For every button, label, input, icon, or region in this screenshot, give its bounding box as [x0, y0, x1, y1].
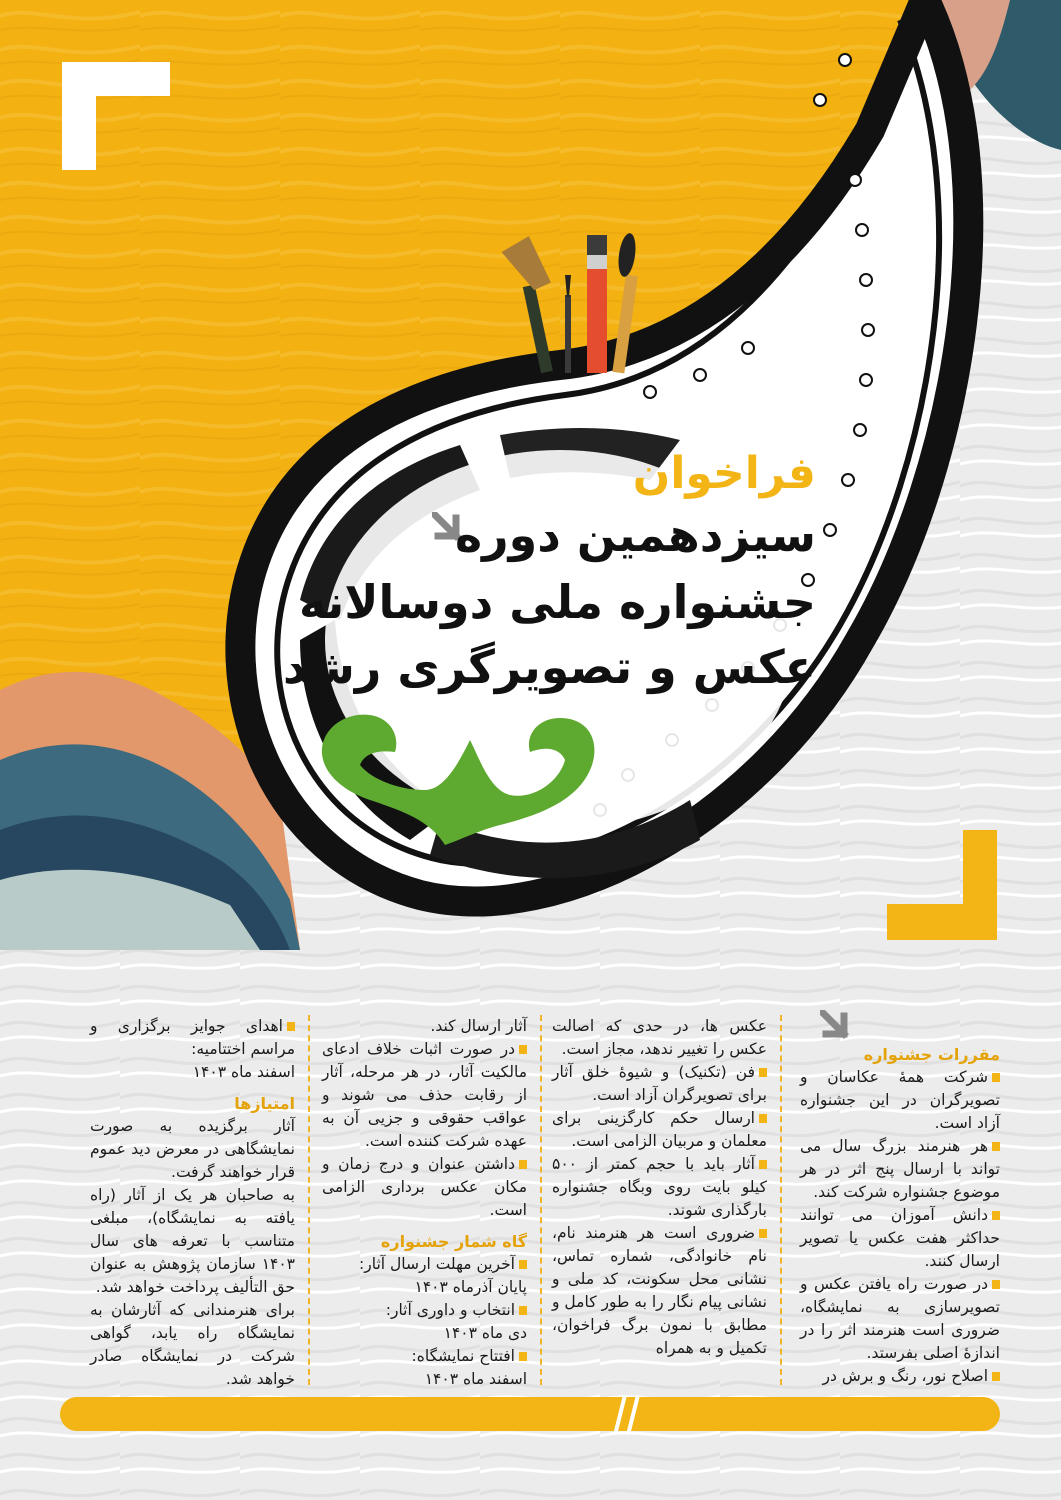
bullet-item: افتتاح نمایشگاه:: [322, 1345, 527, 1368]
paragraph: عکس ها، در حدی که اصالت عکس را تغییر ندهد، مجاز است.: [552, 1017, 767, 1058]
paragraph: برای هنرمندانی که آثارشان به نمایشگاه راه یابد، گواهی شرکت در نمایشگاه صادر خواهد شد.: [90, 1301, 295, 1388]
headline-line-2: جشنواره ملی دوسالانه: [299, 575, 816, 629]
bottom-bar: [60, 1395, 1000, 1435]
paragraph: اسفند ماه ۱۴۰۳: [424, 1370, 527, 1388]
paragraph: به صاحبان هر یک از آثار (راه یافته به نمایشگاه)، مبلغی متناسب با تعرفه های سال ۱۴۰۳ سازمان پژوهش به عنوان حق التألیف پرداخت خواهد شد.: [90, 1186, 295, 1296]
column-divider: [780, 1015, 782, 1385]
column-4: [90, 1015, 295, 1391]
headline-line-1: سیزدهمین دوره: [455, 508, 816, 562]
bullet-item: ضروری است هر هنرمند نام، نام خانوادگی، شماره تماس، نشانی محل سکونت، کد ملی و نشانی پیام نگار را به طور کامل و مطابق با نمون برگ فراخوان، تکمیل و به همراه: [552, 1222, 767, 1360]
column-3: [322, 1015, 527, 1391]
column-2: [552, 1015, 767, 1360]
paragraph: پایان آذرماه ۱۴۰۳: [414, 1278, 527, 1296]
shutter-icon: [225, 0, 985, 960]
bullet-item: در صورت راه یافتن عکس و تصویرسازی به نمایشگاه، ضروری است هنرمند اثر را در اندازهٔ اصلی بفرستد.: [800, 1273, 1000, 1365]
bullet-item: دانش آموزان می توانند حداکثر هفت عکس یا تصویر ارسال کنند.: [800, 1204, 1000, 1273]
section-heading: امتیازها: [234, 1094, 295, 1113]
paragraph: اسفند ماه ۱۴۰۳: [192, 1063, 295, 1081]
section-heading: گاه شمار جشنواره: [380, 1232, 527, 1251]
paragraph: دی ماه ۱۴۰۳: [443, 1324, 527, 1342]
paragraph: آثار ارسال کند.: [430, 1017, 527, 1035]
bullet-item: اهدای جوایز برگزاری و مراسم اختتامیه:: [90, 1015, 295, 1061]
bullet-item: داشتن عنوان و درج زمان و مکان عکس برداری الزامی است.: [322, 1153, 527, 1222]
brushes-icon: [495, 225, 665, 375]
bullet-item: آخرین مهلت ارسال آثار:: [322, 1253, 527, 1276]
column-divider: [308, 1015, 310, 1385]
bullet-item: اصلاح نور، رنگ و برش در: [800, 1365, 1000, 1388]
bullet-item: ارسال حکم کارگزینی برای معلمان و مربیان الزامی است.: [552, 1107, 767, 1153]
bullet-item: شرکت همهٔ عکاسان و تصویرگران در این جشنواره آزاد است.: [800, 1066, 1000, 1135]
column-divider: [540, 1015, 542, 1385]
bullet-item: در صورت اثبات خلاف ادعای مالکیت آثار، در هر مرحله، آثار از رقابت حذف می شوند و عواقب حقوقی و جزیی آن به عهده شرکت کننده است.: [322, 1038, 527, 1153]
headline-line-3: عکس و تصویرگری رشد: [283, 640, 816, 694]
bullet-item: فن (تکنیک) و شیوهٔ خلق آثار برای تصویرگران آزاد است.: [552, 1061, 767, 1107]
column-1: [800, 1035, 1000, 1388]
bullet-item: هر هنرمند بزرگ سال می تواند با ارسال پنج اثر در هر موضوع جشنواره شرکت کند.: [800, 1135, 1000, 1204]
section-heading: مقررات جشنواره: [863, 1045, 1000, 1064]
bullet-item: آثار باید با حجم کمتر از ۵۰۰ کیلو بایت روی وبگاه جشنواره بارگذاری شوند.: [552, 1153, 767, 1222]
paragraph: آثار برگزیده به صورت نمایشگاهی در معرض دید عموم قرار خواهند گرفت.: [90, 1117, 295, 1181]
bullet-item: انتخاب و داوری آثار:: [322, 1299, 527, 1322]
call-title: فراخوان: [632, 448, 816, 499]
